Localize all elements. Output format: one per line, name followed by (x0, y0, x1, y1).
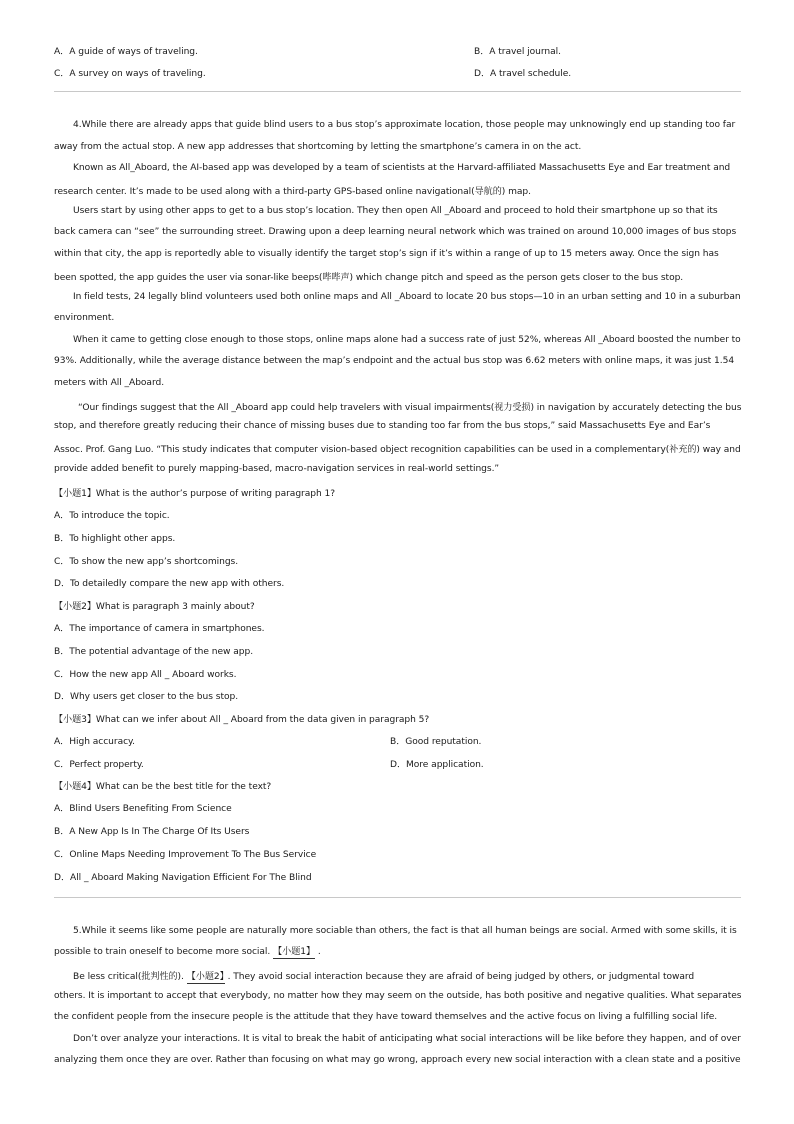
passage4-line: Users start by using other apps to get to a bus stop’s location. They then open All _Aboard and proceed to hold their smartphone up so that its (73, 206, 718, 216)
blank-1[interactable]: 【小题1】 (273, 947, 316, 957)
q3-option-a: A．A guide of ways of traveling. (54, 47, 198, 57)
passage4-line: “Our findings suggest that the All _Aboard app could help travelers with visual impairments(视力受损) in navigation by accurately detecting the bus (78, 403, 742, 413)
section-divider (54, 897, 741, 898)
passage4-line: In field tests, 24 legally blind volunteers used both online maps and All _Aboard to locate 20 bus stops—10 in an urban setting and 10 in a suburban (73, 292, 741, 302)
passage4-line: Assoc. Prof. Gang Luo. “This study indicates that computer vision-based object recognition capabilities can be used in a complementary(补充的) way and (54, 445, 741, 455)
sub4-option-a: A．Blind Users Benefiting From Science (54, 804, 232, 814)
passage4-line: meters with All _Aboard. (54, 378, 165, 388)
sub2-option-b: B．The potential advantage of the new app. (54, 647, 254, 657)
sub3-option-c: C．Perfect property. (54, 760, 144, 770)
sub2-option-d: D．Why users get closer to the bus stop. (54, 692, 239, 702)
q3-option-d: D．A travel schedule. (474, 69, 572, 79)
blank-2[interactable]: 【小题2】 (186, 972, 229, 982)
sub4-question: 【小题4】What can be the best title for the text? (54, 782, 272, 792)
section-divider (54, 91, 741, 92)
passage5-line: analyzing them once they are over. Rather than focusing on what may go wrong, approach every new social interaction with a clean state and a positive (54, 1055, 741, 1065)
sub2-question: 【小题2】What is paragraph 3 mainly about? (54, 602, 255, 612)
passage5-line: the confident people from the insecure people is the attitude that they have toward themselves and the active focus on living a fulfilling social life. (54, 1012, 718, 1022)
passage4-line: been spotted, the app guides the user via sonar-like beeps(哔哔声) which change pitch and speed as the person gets closer to the bus stop. (54, 273, 684, 283)
passage4-line: within that city, the app is reportedly able to visually identify the target stop’s sign if it’s within a range of up to 15 meters away. Once the sign has (54, 249, 719, 259)
passage4-line: away from the actual stop. A new app addresses that shortcoming by letting the smartphone’s camera in on the act. (54, 142, 582, 152)
passage5-text: . They avoid social interaction because they are afraid of being judged by others, or judgmental toward (227, 972, 695, 982)
sub3-question: 【小题3】What can we infer about All _ Aboard from the data given in paragraph 5? (54, 715, 430, 725)
sub4-option-d: D．All _ Aboard Making Navigation Efficient For The Blind (54, 873, 312, 883)
sub3-option-a: A．High accuracy. (54, 737, 135, 747)
passage4-line: environment. (54, 313, 115, 323)
sub2-option-c: C．How the new app All _ Aboard works. (54, 670, 237, 680)
passage5-line: 5.While it seems like some people are naturally more sociable than others, the fact is that all human beings are social. Armed with some skills, it is (73, 926, 737, 936)
passage4-line: 4.While there are already apps that guide blind users to a bus stop’s approximate location, those people may unknowingly end up standing too far (73, 120, 736, 130)
sub3-option-b: B．Good reputation. (390, 737, 482, 747)
passage4-line: 93%. Additionally, while the average distance between the map’s endpoint and the actual bus stop was 6.62 meters with online maps, it was just 1.54 (54, 356, 735, 366)
passage4-line: Known as All_Aboard, the AI-based app was developed by a team of scientists at the Harvard-affiliated Massachusetts Eye and Ear treatment and (73, 163, 731, 173)
passage5-line: Don’t over analyze your interactions. It is vital to break the habit of anticipating what social interactions will be like before they happen, and of over (73, 1034, 741, 1044)
sub1-option-d: D．To detailedly compare the new app with others. (54, 579, 285, 589)
sub1-option-a: A．To introduce the topic. (54, 511, 170, 521)
sub2-option-a: A．The importance of camera in smartphones. (54, 624, 265, 634)
passage5-text: possible to train oneself to become more social. (54, 947, 271, 957)
q3-option-b: B．A travel journal. (474, 47, 561, 57)
sub4-option-b: B．A New App Is In The Charge Of Its Users (54, 827, 250, 837)
sub1-option-b: B．To highlight other apps. (54, 534, 176, 544)
sub1-question: 【小题1】What is the author’s purpose of writing paragraph 1? (54, 489, 336, 499)
sub1-option-c: C．To show the new app’s shortcomings. (54, 557, 239, 567)
passage4-line: provide added benefit to purely mapping-based, macro-navigation services in real-world settings.” (54, 464, 500, 474)
passage5-text: Be less critical(批判性的). (73, 972, 184, 982)
passage4-line: back camera can “see” the surrounding street. Drawing upon a deep learning neural network which was trained on around 10,000 images of bus stops (54, 227, 737, 237)
passage4-line: stop, and therefore greatly reducing their chance of missing buses due to standing too far from the bus stops,” said Massachusetts Eye and Ear’s (54, 421, 711, 431)
passage4-line: research center. It’s made to be used along with a third-party GPS-based online navigational(导航的) map. (54, 187, 531, 197)
sub3-option-d: D．More application. (390, 760, 484, 770)
passage5-line: others. It is important to accept that everybody, no matter how they may seem on the outside, has both positive and negative qualities. What separates (54, 991, 742, 1001)
passage4-line: When it came to getting close enough to those stops, online maps alone had a success rate of just 52%, whereas All _Aboard boosted the number to (73, 335, 741, 345)
sub4-option-c: C．Online Maps Needing Improvement To The Bus Service (54, 850, 317, 860)
passage5-line (54, 947, 321, 959)
q3-option-c: C．A survey on ways of traveling. (54, 69, 206, 79)
passage5-text: . (317, 947, 321, 957)
passage5-line (73, 969, 694, 984)
